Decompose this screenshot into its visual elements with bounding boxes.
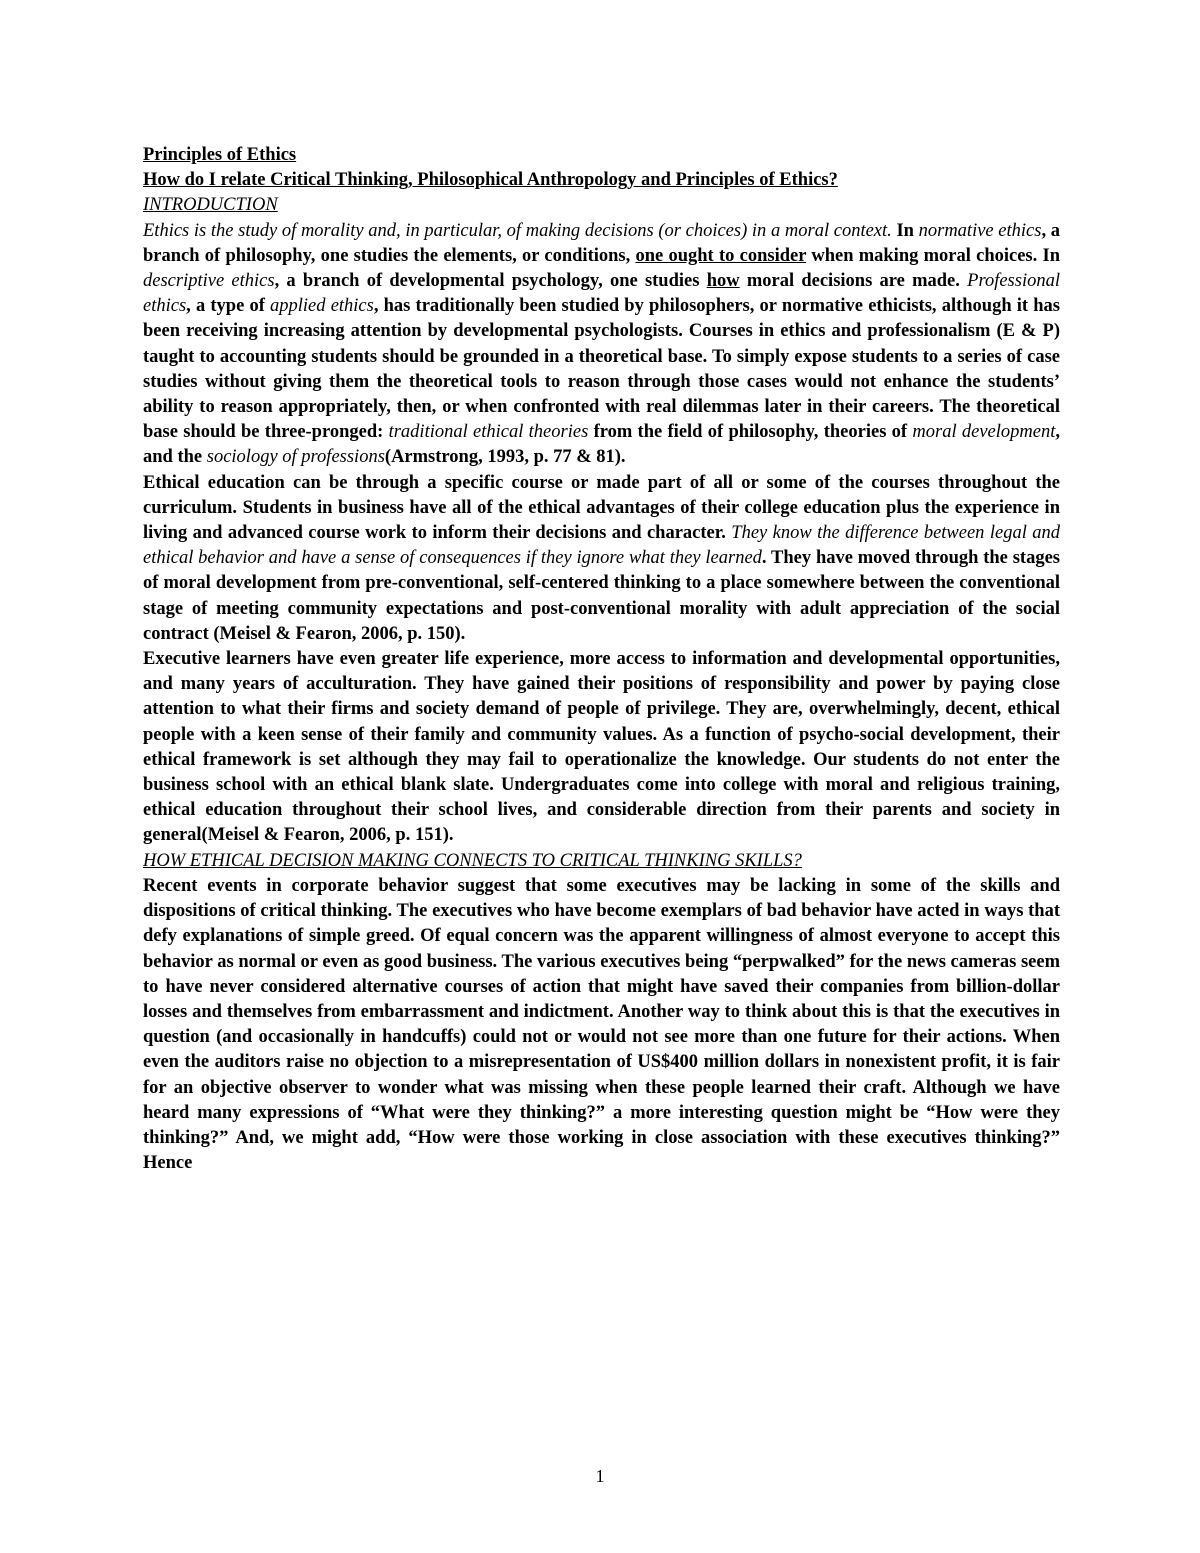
paragraph-corporate-behavior: Recent events in corporate behavior suggest that some executives may be lacking in some of the skills and dispositions of critical thinking. The executives who have become exemplars of bad behavior have acted in ways that defy explanations of simple greed. Of equal concern was the apparent willingness of almost everyone to accept this behavior as normal or even as good business. The various executives being “perpwalked” for the news cameras seem to have never considered alternative courses of action that might have saved their companies from billion-dollar losses and themselves from embarrassment and indictment. Another way to think about this is that the executives in question (and occasionally in handcuffs) could not or would not see more than one future for their actions. When even the auditors raise no objection to a misrepresentation of US$400 million dollars in nonexistent profit, it is fair for an objective observer to wonder what was missing when these people learned their craft. Although we have heard many expressions of “What were they thinking?” a more interesting question might be “How were they thinking?” And, we might add, “How were those working in close association with these executives thinking?” Hence <box>143 875 1060 1174</box>
term-traditional-ethical-theories: traditional ethical theories <box>388 422 589 443</box>
intro-definition: Ethics is the study of morality and, in particular, of making decisions (or choices) in a moral context. <box>143 220 892 241</box>
intro-text-segment: , and the <box>143 422 1060 468</box>
document-subtitle: How do I relate Critical Thinking, Philosophical Anthropology and Principles of Ethics? <box>143 170 838 191</box>
emphasis-how: how <box>706 271 740 292</box>
term-applied-ethics: applied ethics <box>270 296 374 317</box>
intro-paragraph <box>143 219 1060 471</box>
page-number: 1 <box>595 1466 605 1486</box>
term-normative-ethics: normative ethics <box>918 220 1042 241</box>
intro-text-segment: , a branch of philosophy, one studies the elements, or conditions, <box>143 220 1060 266</box>
page-content <box>143 143 1060 1176</box>
term-sociology-of-professions: sociology of professions <box>206 447 385 468</box>
term-descriptive-ethics: descriptive ethics <box>143 271 275 292</box>
term-professional-ethics: Professional ethics <box>143 271 1060 317</box>
paragraph-text-segment: . They have moved through the stages of moral development from pre-conventional, self-centered thinking to a place somewhere between the conventional stage of meeting community expectations and post-conventional morality with adult appreciation of the social contract (Meisel & Fearon, 2006, p. 150). <box>143 548 1060 644</box>
emphasis-legal-vs-ethical: They know the difference between legal and ethical behavior and have a sense of consequences if they ignore what they learned <box>143 523 1060 569</box>
emphasis-one-ought-to-consider: one ought to consider <box>635 245 807 266</box>
document-title: Principles of Ethics <box>143 145 297 165</box>
paragraph-text-segment: Ethical education can be through a specific course or made part of all or some of the courses throughout the curriculum. Students in business have all of the ethical advantages of their college education plus the experience in living and advanced course work to inform their decisions and character. <box>143 472 1060 544</box>
intro-text-segment: , has traditionally been studied by philosophers, or normative ethicists, although it has been receiving increasing attention by developmental psychologists. Courses in ethics and professionalism (E & P) taught to accounting students should be grounded in a theoretical base. To simply expose students to a series of case studies without giving them the theoretical tools to reason through those cases would not enhance the students’ ability to reason appropriately, then, or when confronted with real dilemmas later in their careers. The theoretical base should be three-pronged: <box>143 296 1060 443</box>
intro-text-segment: , a branch of developmental psychology, one studies <box>274 271 707 292</box>
term-moral-development: moral development <box>912 422 1056 443</box>
intro-heading: INTRODUCTION <box>143 195 278 216</box>
citation-armstrong: (Armstrong, 1993, p. 77 & 81). <box>384 447 626 468</box>
section-heading-critical-thinking: HOW ETHICAL DECISION MAKING CONNECTS TO CRITICAL THINKING SKILLS? <box>143 850 802 871</box>
intro-text-segment: , a type of <box>186 296 271 317</box>
intro-text-segment: from the field of philosophy, theories of <box>588 422 913 443</box>
paragraph-executive-learners: Executive learners have even greater life experience, more access to information and developmental opportunities, and many years of acculturation. They have gained their positions of responsibility and power by paying close attention to what their firms and society demand of people of privilege. They are, overwhelmingly, decent, ethical people with a keen sense of their family and community values. As a function of psycho-social development, their ethical framework is set although they may fail to operationalize the knowledge. Our students do not enter the business school with an ethical blank slate. Undergraduates come into college with moral and religious training, ethical education throughout their school lives, and considerable direction from their parents and society in general(Meisel & Fearon, 2006, p. 151). <box>143 649 1060 846</box>
intro-text-segment: when making moral choices. In <box>806 245 1060 266</box>
intro-text-segment: moral decisions are made. <box>739 271 968 292</box>
intro-text-segment: In <box>891 220 919 241</box>
paragraph-ethical-education <box>143 471 1060 647</box>
